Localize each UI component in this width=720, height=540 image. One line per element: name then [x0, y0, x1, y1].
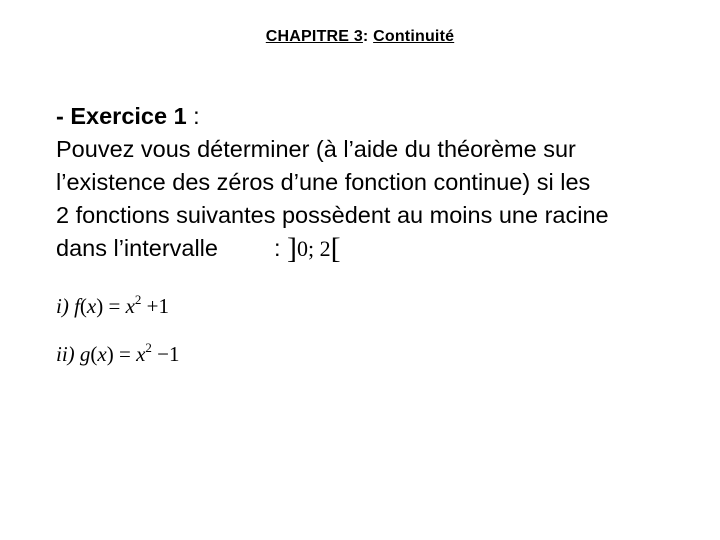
equation-f-variable: x	[86, 294, 97, 318]
equation-g-function: g	[79, 342, 91, 366]
equation-f-base: x	[125, 294, 135, 318]
equation-f: i) $f(x) = x^2 +1$	[56, 292, 170, 318]
equation-f-lhs-rest: ) =	[96, 294, 121, 318]
equation-g-label: ii)	[56, 342, 75, 366]
interval-open-bracket: ]	[287, 232, 298, 265]
equation-g-rest: −1	[157, 342, 180, 366]
equation-g-lhs-rest: ) =	[106, 342, 131, 366]
exercise-text-line-3: 2 fonctions suivantes possèdent au moins une racine	[56, 202, 609, 228]
exercise-title-colon: :	[186, 103, 200, 129]
exercise-text-line-4	[56, 232, 716, 265]
interval-expression	[287, 232, 341, 265]
exercise-block	[56, 100, 716, 265]
exercise-text-line-2: l’existence des zéros d’une fonction continue) si les	[56, 169, 591, 195]
chapter-header	[0, 28, 720, 46]
exercise-title: - Exercice 1	[56, 103, 187, 129]
equation-f-label: i)	[56, 294, 69, 318]
chapter-subject: Continuité	[373, 28, 455, 45]
exercise-text-line-1: Pouvez vous déterminer (à l’aide du théorème sur	[56, 136, 576, 162]
equation-f-function: f	[74, 294, 80, 318]
equation-g-base: x	[136, 342, 146, 366]
interval-close-bracket: [	[330, 232, 341, 265]
chapter-number: CHAPITRE 3	[265, 28, 363, 45]
equation-g-exponent: 2	[145, 340, 152, 355]
exercise-text-line-4-colon: :	[273, 235, 281, 261]
equation-f-rest: +1	[146, 294, 170, 318]
equation-g: ii) $g(x) = x^2 -1$	[56, 340, 180, 366]
equation-f-exponent: 2	[134, 292, 142, 307]
exercise-title-line	[56, 100, 716, 133]
chapter-separator: :	[362, 28, 374, 45]
equation-g-variable: x	[97, 342, 107, 366]
interval-content: 0; 2	[297, 236, 331, 261]
exercise-text-line-4-text: dans l’intervalle	[56, 235, 218, 261]
